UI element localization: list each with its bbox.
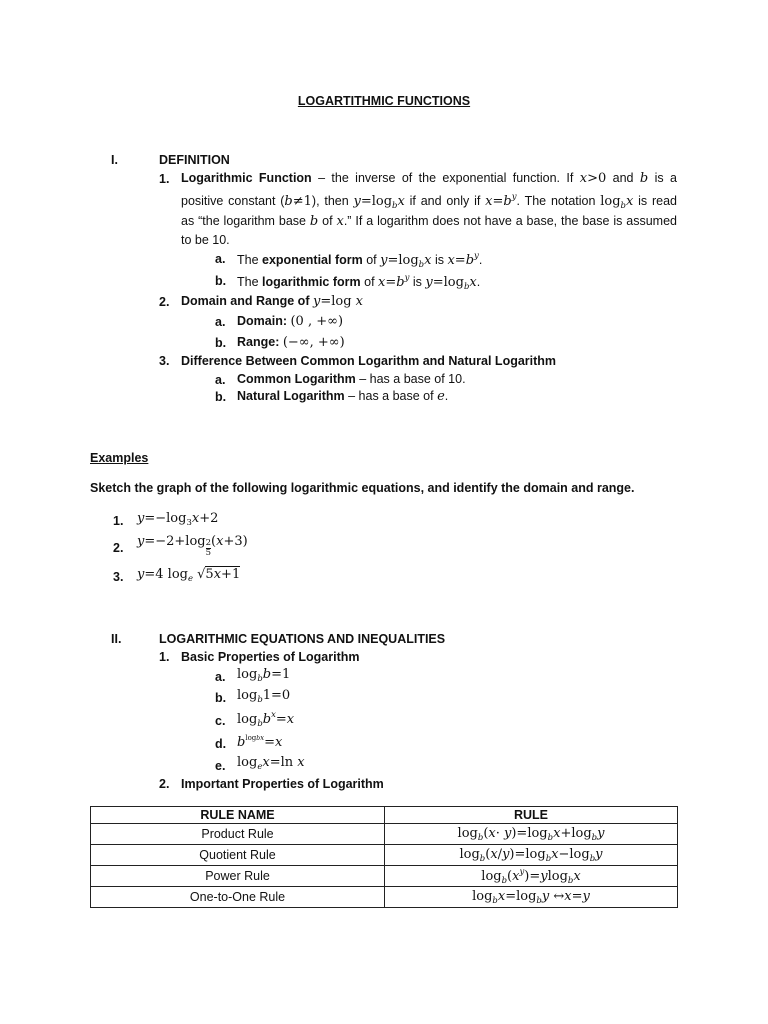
sub-letter: b. (215, 336, 227, 350)
sub-letter: a. (215, 315, 226, 329)
rule-name-cell: Product Rule (91, 824, 385, 845)
rules-table (90, 806, 678, 908)
rule-name-cell: Power Rule (91, 866, 385, 887)
property-e: $\log_ex=\ln$ x (237, 755, 305, 772)
domain-line: Domain: (0 , +∞) (237, 314, 344, 329)
table-row (91, 887, 678, 908)
logarithmic-form-line: The logarithmic form of $x=b^y$ is $y=\log_bx$. (237, 273, 481, 292)
example-equation-1: $y=-\log_3x+2$ (137, 511, 219, 528)
exponential-form-line: The exponential form of $y=\log_bx$ is $x=b^y$. (237, 251, 483, 270)
basic-properties-heading: Basic Properties of Logarithm (181, 650, 360, 664)
sub-letter: b. (215, 390, 227, 404)
item-2-number: 2. (159, 295, 170, 309)
definition-line-1: Logarithmic Function – the inverse of the exponential function. If x>0 and b is a (181, 171, 677, 186)
common-log-line: Common Logarithm – has a base of 10. (237, 372, 466, 386)
page-title: LOGARTITHMIC FUNCTIONS (297, 94, 471, 108)
section-1-heading: DEFINITION (159, 153, 230, 167)
difference-heading: Difference Between Common Logarithm and Natural Logarithm (181, 354, 557, 368)
section-1-numeral: I. (111, 153, 118, 167)
example-equation-2: y=−2+log $\frac{2}{5}$ (x+3) (137, 534, 248, 558)
example-equation-3: y=4 $\log_e √5x+1$ (137, 567, 241, 584)
sub-letter: a. (215, 373, 226, 387)
item-1-number: 1. (159, 172, 170, 186)
property-letter: b. (215, 691, 227, 705)
property-c: $\log_bb^x=x$ (237, 710, 295, 729)
important-properties-heading: Important Properties of Logarithm (181, 777, 384, 791)
basic-properties-number: 1. (159, 650, 170, 664)
definition-line-4: to be 10. (181, 233, 230, 247)
power-rule-formula: $\log_b(x^y)=ylog_bx$ (385, 866, 678, 887)
column-header-rule-name: RULE NAME (91, 807, 385, 824)
rule-name-cell: Quotient Rule (91, 845, 385, 866)
table-header-row (91, 807, 678, 824)
property-d: $b^{logbx}=x$ (237, 734, 283, 750)
example-number: 1. (113, 514, 124, 528)
item-3-number: 3. (159, 354, 170, 368)
range-line: Range: (−∞, +∞) (237, 335, 345, 350)
property-letter: e. (215, 759, 226, 773)
important-properties-number: 2. (159, 777, 170, 791)
section-2-heading: LOGARITHMIC EQUATIONS AND INEQUALITIES (159, 632, 446, 646)
definition-line-3: as “the logarithm base b of x.” If a logarithm does not have a base, the base is assumed (181, 214, 677, 229)
examples-instruction: Sketch the graph of the following logarithmic equations, and identify the domain and range. (90, 481, 635, 495)
column-header-rule: RULE (385, 807, 678, 824)
table-row (91, 824, 678, 845)
section-2-numeral: II. (111, 632, 122, 646)
example-number: 2. (113, 541, 124, 555)
quotient-rule-formula: $\log_b(x/y)=\log_bx-\log_by$ (385, 845, 678, 866)
examples-heading: Examples (90, 451, 149, 465)
natural-log-line: Natural Logarithm – has a base of e. (237, 389, 449, 404)
property-a: $\log_bb=1$ (237, 667, 291, 684)
domain-range-heading: Domain and Range of y=log x (181, 294, 363, 309)
table-row (91, 866, 678, 887)
property-b: $\log_b1=0$ (237, 688, 291, 705)
definition-line-2: positive constant (b≠1), then $y=\log_bx$ if and only if $x=b^y$. The notation $\log_bx$ is read (181, 192, 677, 211)
property-letter: c. (215, 714, 226, 728)
rule-name-cell: One-to-One Rule (91, 887, 385, 908)
property-letter: a. (215, 670, 226, 684)
sub-letter: a. (215, 252, 226, 266)
table-row (91, 845, 678, 866)
property-letter: d. (215, 737, 227, 751)
example-number: 3. (113, 570, 124, 584)
sub-letter: b. (215, 274, 227, 288)
product-rule-formula: $\log_b(x\cdot y)=\log_bx+\log_by$ (385, 824, 678, 845)
one-to-one-rule-formula: $\log_bx=\log_by$ ↔x=y (385, 887, 678, 908)
